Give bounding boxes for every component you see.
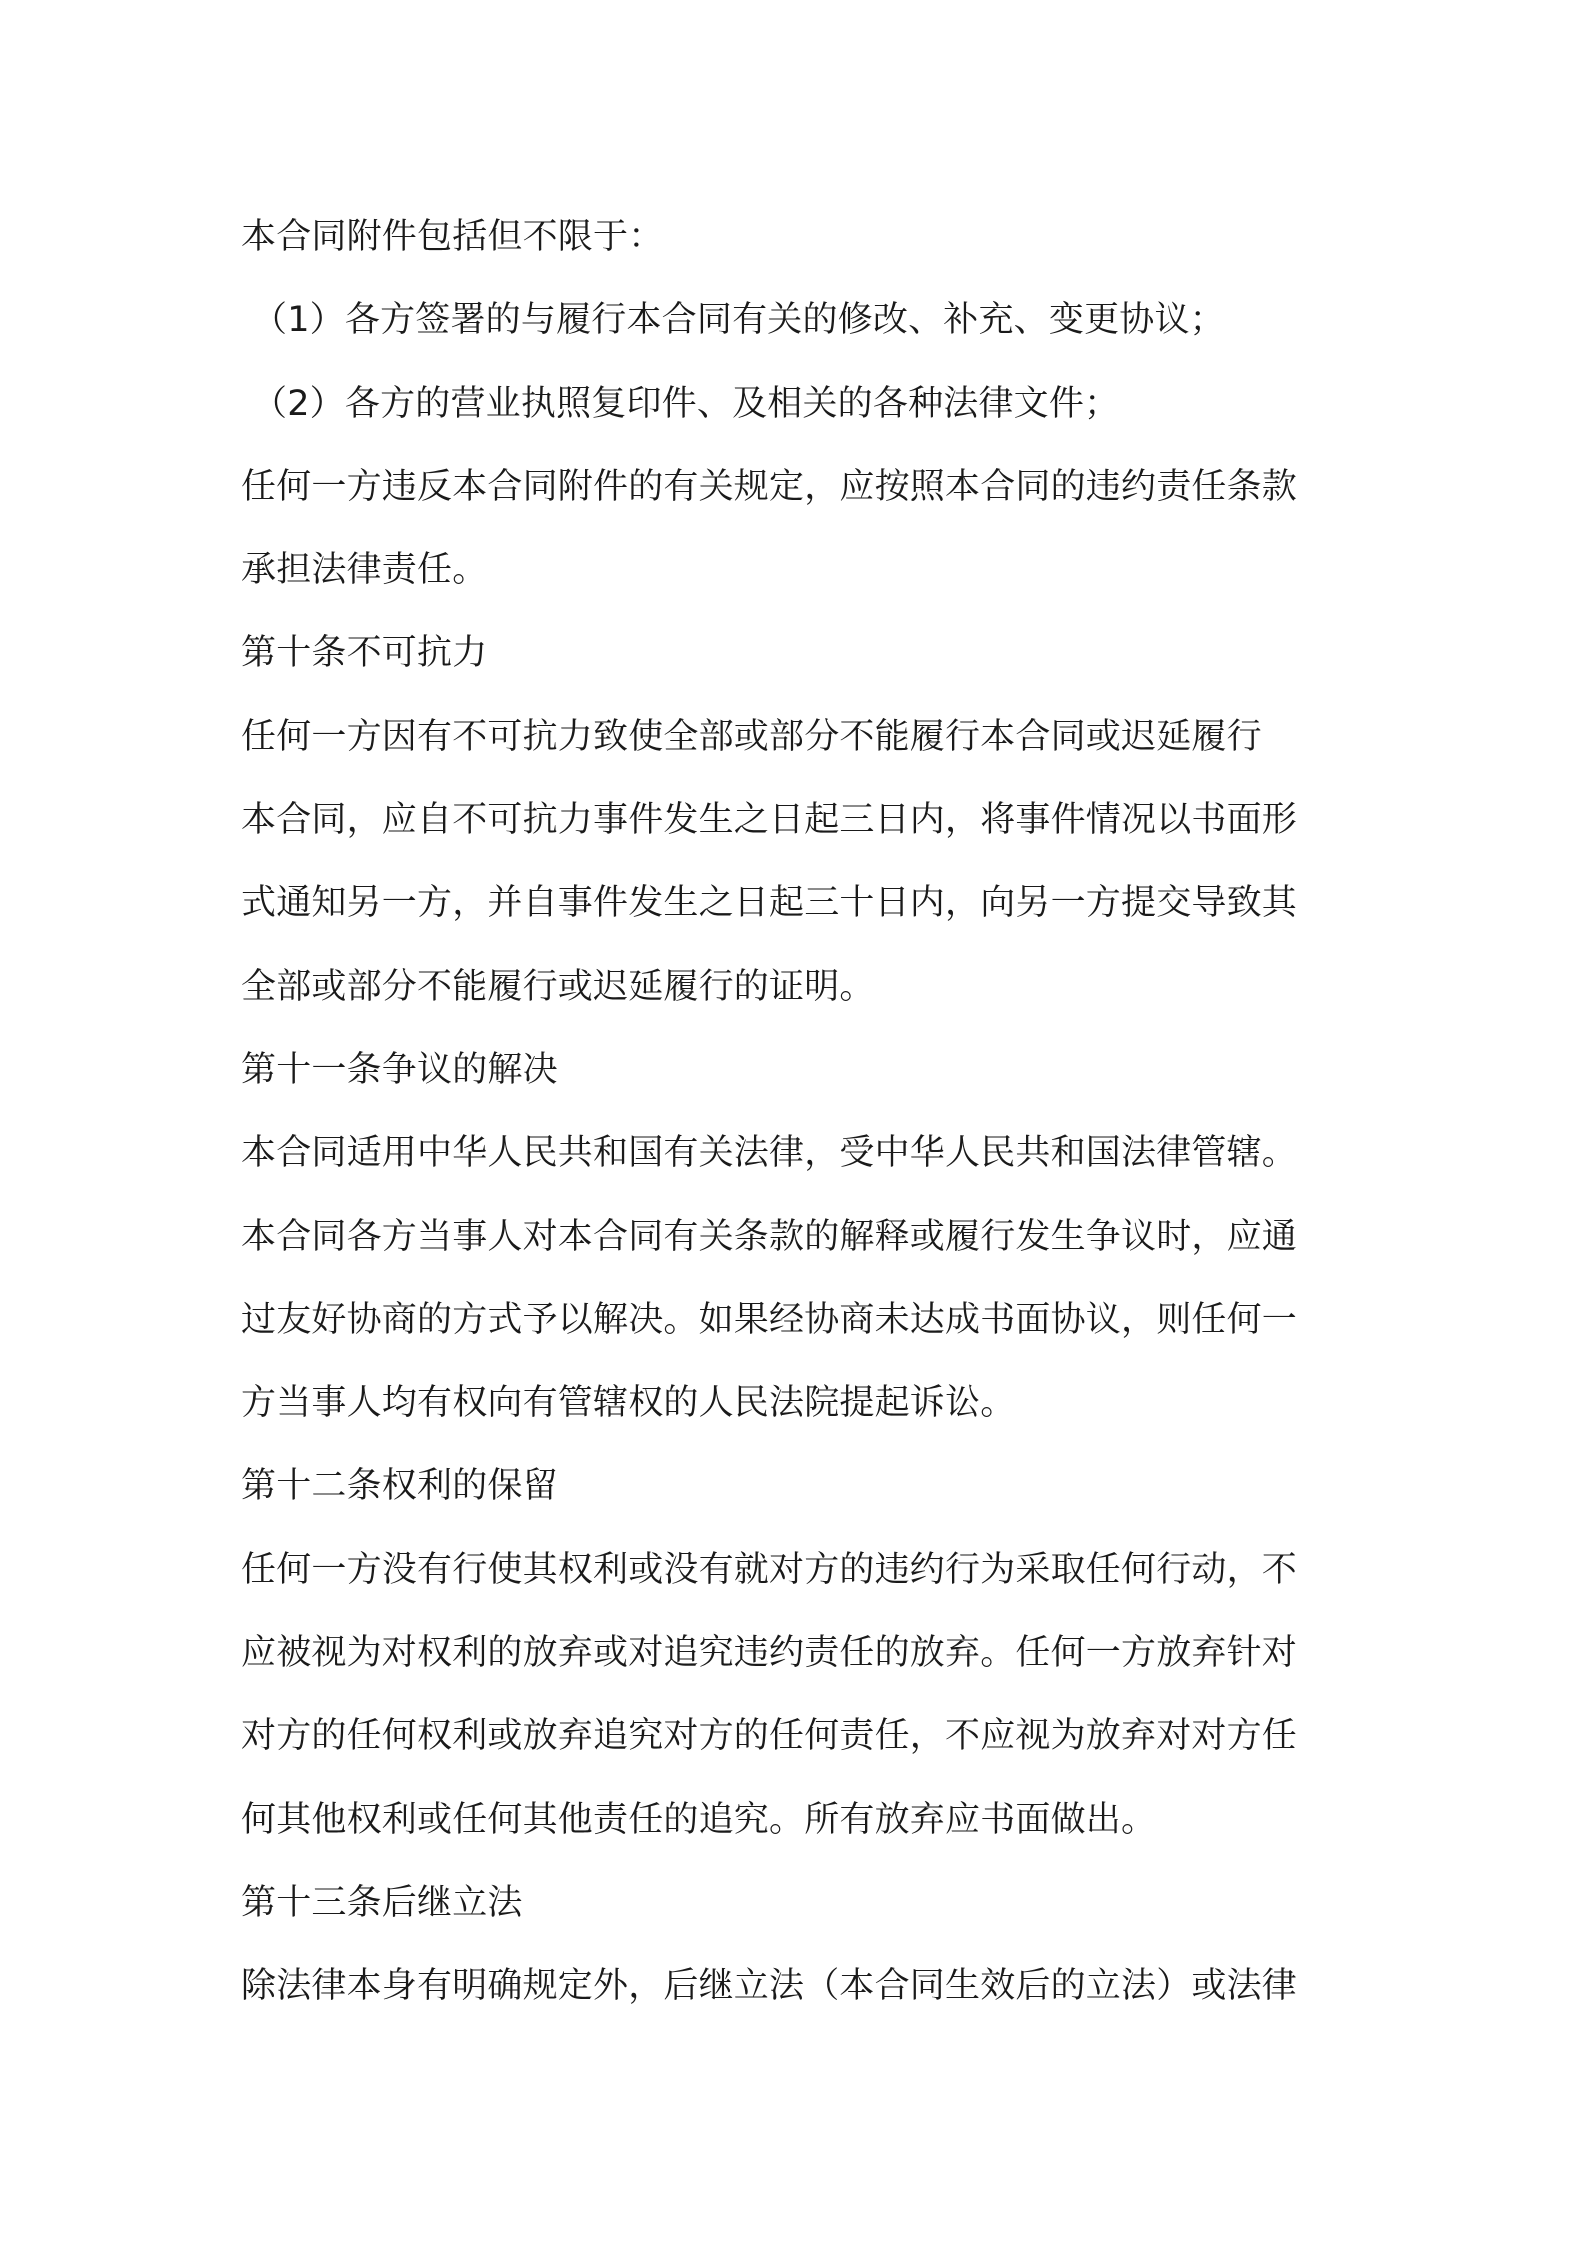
paragraph-line: 全部或部分不能履行或迟延履行的证明。: [241, 966, 875, 1007]
document-body: [241, 196, 1361, 2029]
paragraph-line: 本合同附件包括但不限于：: [241, 217, 664, 257]
paragraph-line: 过友好协商的方式予以解决。如果经协商未达成书面协议，则任何一: [241, 1299, 1298, 1340]
paragraph-line: 对方的任何权利或放弃追究对方的任何责任，不应视为放弃对对方任: [241, 1716, 1298, 1757]
paragraph-line: 本合同，应自不可抗力事件发生之日起三日内，将事件情况以书面形: [241, 800, 1298, 841]
list-item: （2）各方的营业执照复印件、及相关的各种法律文件；: [252, 383, 1120, 424]
section-heading: 第十二条权利的保留: [241, 1466, 558, 1507]
paragraph-line: 本合同适用中华人民共和国有关法律，受中华人民共和国法律管辖。: [241, 1133, 1298, 1174]
paragraph-line: 本合同各方当事人对本合同有关条款的解释或履行发生争议时，应通: [241, 1216, 1298, 1257]
paragraph-line: 任何一方违反本合同附件的有关规定，应按照本合同的违约责任条款: [241, 466, 1298, 507]
paragraph-line: 何其他权利或任何其他责任的追究。所有放弃应书面做出。: [241, 1799, 1157, 1840]
paragraph-line: 除法律本身有明确规定外，后继立法（本合同生效后的立法）或法律: [241, 1966, 1298, 2007]
list-item: （1）各方签署的与履行本合同有关的修改、补充、变更协议；: [252, 300, 1225, 341]
paragraph-line: 承担法律责任。: [241, 550, 488, 591]
paragraph-line: 任何一方因有不可抗力致使全部或部分不能履行本合同或迟延履行: [241, 716, 1262, 757]
section-heading: 第十一条争议的解决: [241, 1049, 558, 1090]
paragraph-line: 式通知另一方，并自事件发生之日起三十日内，向另一方提交导致其: [241, 883, 1298, 924]
section-heading: 第十条不可抗力: [241, 633, 488, 674]
paragraph-line: 应被视为对权利的放弃或对追究违约责任的放弃。任何一方放弃针对: [241, 1633, 1298, 1674]
section-heading: 第十三条后继立法: [241, 1882, 523, 1923]
paragraph-line: 方当事人均有权向有管辖权的人民法院提起诉讼。: [241, 1383, 1016, 1424]
paragraph-line: 任何一方没有行使其权利或没有就对方的违约行为采取任何行动，不: [241, 1549, 1298, 1590]
